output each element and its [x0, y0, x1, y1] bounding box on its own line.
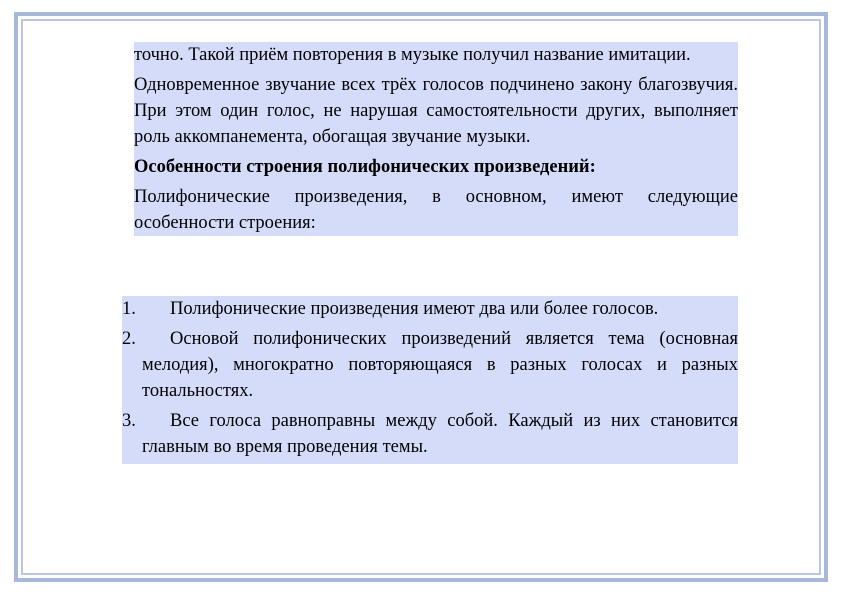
- list-item: [122, 326, 738, 404]
- list-item-text: Основой полифонических произведений является тема (основная мелодия), многократно повторяющаяся в разных голосах и разных тональностях.: [142, 329, 738, 401]
- paragraph-features-intro: Полифонические произведения, в основном, имеют следующие особенности строения:: [134, 187, 738, 233]
- section-heading: Особенности строения полифонических произведений:: [134, 157, 596, 177]
- list-item: [122, 408, 738, 460]
- list-item-number: 2.: [122, 329, 136, 349]
- list-item-text: Все голоса равноправны между собой. Каждый из них становится главным во время проведения темы.: [142, 411, 738, 457]
- list-item: [122, 296, 738, 322]
- list-item-text: Полифонические произведения имеют два или более голосов.: [170, 299, 659, 319]
- features-list: [122, 296, 738, 464]
- list-item-number: 1.: [122, 299, 136, 319]
- intro-text-block: [134, 42, 738, 236]
- list-item-number: 3.: [122, 411, 136, 431]
- paragraph-imitation: точно. Такой приём повторения в музыке получил название имитации.: [134, 45, 691, 65]
- paragraph-harmony: Одновременное звучание всех трёх голосов подчинено закону благозвучия. При этом один голос, не нарушая самостоятельности других, выполняет роль аккомпанемента, обогащая звучание музыки.: [134, 75, 738, 147]
